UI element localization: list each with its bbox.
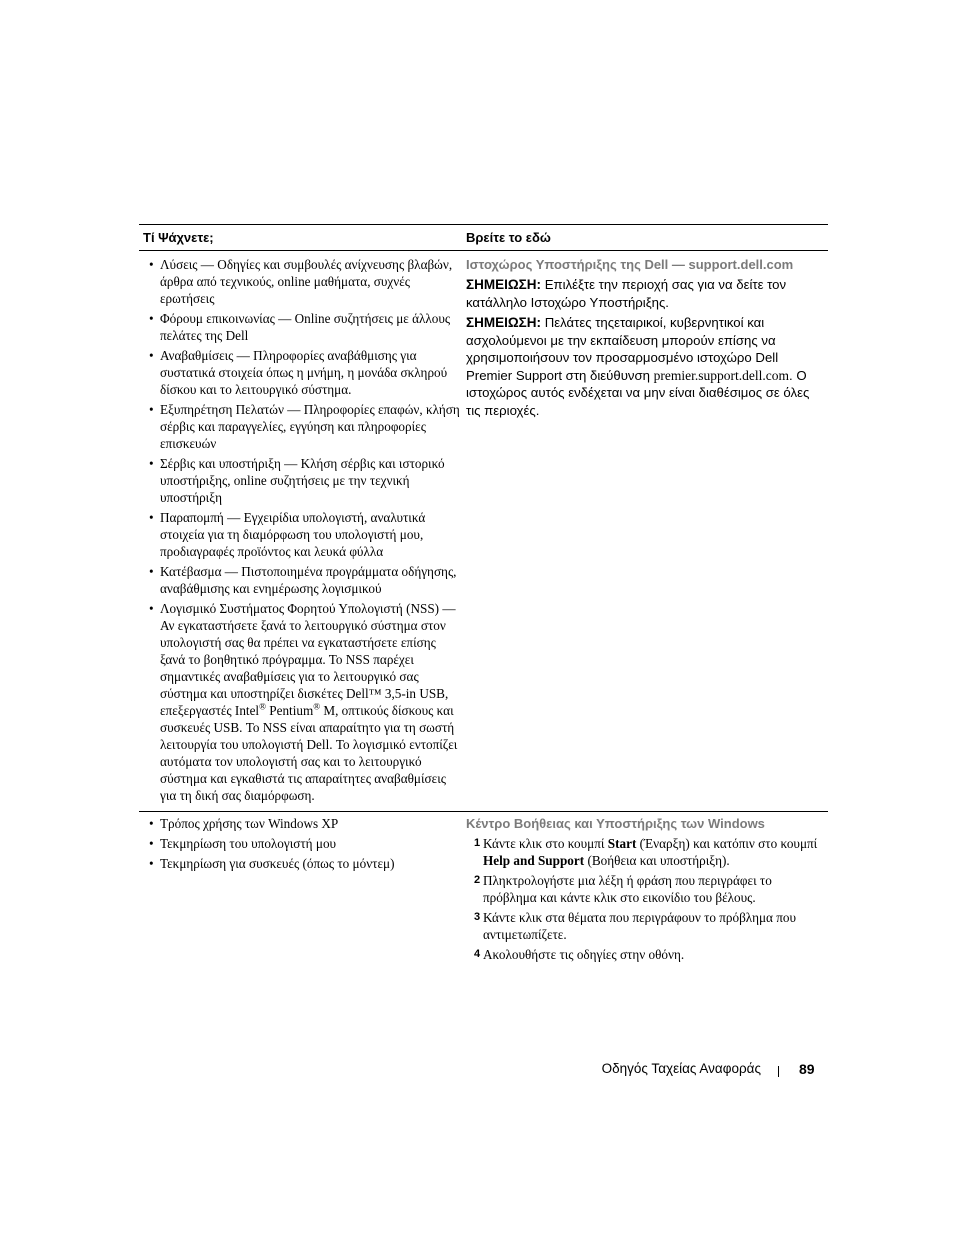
list-item: • Λύσεις — Οδηγίες και συμβουλές ανίχνευσης βλαβών, άρθρα από τεχνικούς, online μαθήματα, συχνές ερωτήσεις bbox=[149, 257, 453, 306]
list-item: • Παραπομπή — Εγχειρίδια υπολογιστή, αναλυτικά στοιχεία για τη διαμόρφωση του υπολογιστή μου, προδιαγραφές προϊόντος και λευκά φύλλα bbox=[149, 510, 426, 559]
premier-url: premier.support.dell.com bbox=[653, 367, 790, 383]
support-site-heading: Ιστοχώρος Υποστήριξης της Dell — support.dell.com bbox=[466, 257, 794, 272]
list-item: • Κατέβασμα — Πιστοποιημένα προγράμματα οδήγησης, αναβάθμισης και ενημέρωσης λογισμικού bbox=[149, 564, 457, 596]
step-item: 3 Κάντε κλικ στα θέματα που περιγράφουν το πρόβλημα που αντιμετωπίζετε. bbox=[474, 910, 797, 942]
note-premier: ΣΗΜΕΙΩΣΗ: Πελάτες τηςεταιρικοί, κυβερνητικοί και ασχολούμενοι με την εκπαίδευση μπορούν επίσης να χρησιμοποιήσουν τον προσαρμοσμένο ιστοχώρο Dell Premier Support στη διεύθυνση premier.support.dell.com. Ο ιστοχώρος αυτός ενδέχεται να μην είναι διαθέσιμος σε όλες τις περιοχές. bbox=[466, 315, 810, 418]
info-table bbox=[139, 224, 828, 966]
table-row bbox=[139, 251, 828, 811]
list-item: • Τρόπος χρήσης των Windows XP bbox=[149, 816, 339, 831]
step-item: 1 Κάντε κλικ στο κουμπί Start (Έναρξη) και κατόπιν στο κουμπί Help and Support (Βοήθεια και υποστήριξη). bbox=[474, 836, 818, 868]
page-footer bbox=[0, 1061, 954, 1081]
step-item: 2 Πληκτρολογήστε μια λέξη ή φράση που περιγράφει το πρόβλημα και κάντε κλικ στο εικονίδιο του βέλους. bbox=[474, 873, 772, 905]
note-region: ΣΗΜΕΙΩΣΗ: Επιλέξτε την περιοχή σας για να δείτε τον κατάλληλο Ιστοχώρο Υποστήριξης. bbox=[466, 277, 787, 310]
list-item: • Αναβαθμίσεις — Πληροφορίες αναβάθμισης για συστατικά στοιχεία όπως η μνήμη, η μονάδα σκληρού δίσκου και το λειτουργικό σύστημα. bbox=[149, 348, 448, 397]
list-item: • Τεκμηρίωση του υπολογιστή μου bbox=[149, 836, 337, 851]
footer-title: Οδηγός Ταχείας Αναφοράς bbox=[601, 1061, 761, 1076]
footer-divider bbox=[778, 1066, 779, 1077]
step-item: 4 Ακολουθήστε τις οδηγίες στην οθόνη. bbox=[474, 947, 685, 962]
list-item: • Σέρβις και υποστήριξη — Κλήση σέρβις και ιστορικό υποστήριξης, online συζητήσεις με την τεχνική υποστήριξη bbox=[149, 456, 445, 505]
table-header bbox=[139, 225, 828, 251]
page-number: 89 bbox=[799, 1061, 815, 1077]
list-item-nss: • Λογισμικό Συστήματος Φορητού Υπολογιστή (NSS) — Αν εγκαταστήσετε ξανά το λειτουργικό σύστημα στον υπολογιστή σας θα πρέπει να εγκαταστήσετε επίσης ξανά το βοηθητικό πρόγραμμα. Το NSS παρέχει σημαντικές αναβαθμίσεις για το λειτουργικό σας σύστημα και υποστηρίζει δισκέτες Dell™ 3,5-in USB, επεξεργαστές Intel® Pentium® M, οπτικούς δίσκους και συσκευές USB. Το NSS είναι απαραίτητο για τη σωστή λειτουργία του υπολογιστή Dell. Το λογισμικό εντοπίζει αυτόματα τον υπολογιστή σας και το λειτουργικό σύστημα και εγκαθιστά τις απαραίτητες αναβαθμίσεις για τη δική σας διαμόρφωση. bbox=[149, 601, 458, 803]
row1-list bbox=[143, 256, 461, 804]
steps-list bbox=[466, 835, 824, 963]
row2-list bbox=[143, 815, 461, 872]
help-center-heading: Κέντρο Βοήθειας και Υποστήριξης των Windows bbox=[466, 816, 765, 831]
list-item: • Φόρουμ επικοινωνίας — Online συζητήσεις με άλλους πελάτες της Dell bbox=[149, 311, 451, 343]
header-col-where: Βρείτε το εδώ bbox=[466, 229, 551, 245]
table-row bbox=[139, 812, 828, 966]
list-item: • Τεκμηρίωση για συσκευές (όπως το μόντεμ) bbox=[149, 856, 395, 871]
header-col-what: Τί Ψάχνετε; bbox=[143, 229, 214, 245]
list-item: • Εξυπηρέτηση Πελατών — Πληροφορίες επαφών, κλήση σέρβις και παραγγελίες, εγγύηση και πληροφορίες επισκευών bbox=[149, 402, 460, 451]
